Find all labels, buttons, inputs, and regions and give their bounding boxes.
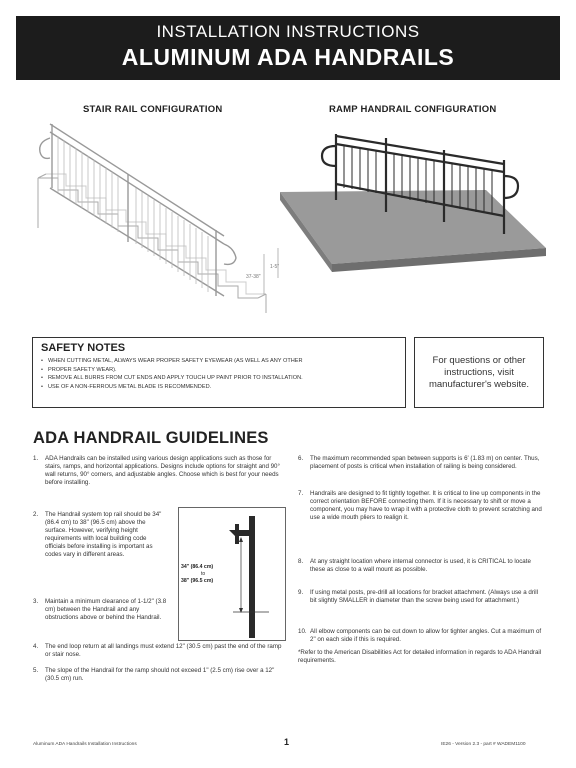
guideline-number: 3. <box>33 598 39 605</box>
safety-note-continued: • PROPER SAFETY WEAR). <box>41 366 397 375</box>
guideline-text: The end loop return at all landings must extend 12" (30.5 cm) past the end of the ramp or stair nose. <box>45 643 282 658</box>
safety-note: • WHEN CUTTING METAL, ALWAYS WEAR PROPER SAFETY EYEWEAR (AS WELL AS ANY OTHER <box>41 357 397 366</box>
guideline-item <box>33 643 285 659</box>
contact-info-box <box>414 337 544 408</box>
handrail-height-drawing <box>179 508 285 640</box>
guideline-item <box>298 455 546 471</box>
stair-config-title: STAIR RAIL CONFIGURATION <box>83 104 223 115</box>
guideline-item <box>298 589 546 605</box>
guideline-number: 1. <box>33 455 39 462</box>
guideline-item <box>33 511 167 559</box>
page-number: 1 <box>284 737 290 747</box>
guideline-item <box>298 628 546 644</box>
guideline-item <box>33 455 285 487</box>
guideline-text: All elbow components can be cut down to allow for tighter angles. Cut a maximum of 2" on each side if this is required. <box>310 628 542 643</box>
guideline-text: If using metal posts, pre-drill all locations for bracket attachment. (Always use a drill bit slightly SMALLER in diameter than the screw being used for attachment.) <box>310 589 539 604</box>
handrail-height-diagram <box>178 507 286 641</box>
guideline-item <box>33 667 285 683</box>
guideline-item <box>33 598 167 622</box>
contact-text: For questions or other instructions, visit manufacturer's website. <box>428 354 530 390</box>
guideline-text: Maintain a minimum clearance of 1-1/2" (3.8 cm) between the Handrail and any obstructions above or behind the Handrail. <box>45 598 167 621</box>
guideline-number: 4. <box>33 643 39 650</box>
guideline-number: 8. <box>298 558 304 565</box>
safety-notes-title: SAFETY NOTES <box>41 342 126 354</box>
guideline-number: 7. <box>298 490 304 497</box>
guideline-number: 10. <box>298 628 307 635</box>
guideline-number: 5. <box>33 667 39 674</box>
footer-document-name: Aluminum ADA Handrails Installation Instructions <box>33 742 137 747</box>
safety-note: • REMOVE ALL BURRS FROM CUT ENDS AND APPLY TOUCH UP PAINT PRIOR TO INSTALLATION. <box>41 374 397 383</box>
title-banner <box>16 16 560 80</box>
guidelines-heading: ADA HANDRAIL GUIDELINES <box>33 429 269 447</box>
document-title: ALUMINUM ADA HANDRAILS <box>121 44 455 70</box>
guideline-text: The Handrail system top rail should be 34" (86.4 cm) to 38" (96.5 cm) above the surface. However, verifying height requirements with local building code officials before installing is important as codes vary in different areas. <box>45 511 162 558</box>
ada-reference-note: *Refer to the American Disabilities Act for detailed information in regards to ADA Handrail requirements. <box>298 649 542 664</box>
ramp-config-title: RAMP HANDRAIL CONFIGURATION <box>329 104 497 115</box>
height-label-bottom: 38" (96.5 cm) <box>181 578 214 584</box>
document-subtitle: INSTALLATION INSTRUCTIONS <box>156 22 420 41</box>
guideline-item <box>298 558 546 574</box>
guideline-text: At any straight location where internal connector is used, it is CRITICAL to locate these as close to a wall mount as possible. <box>310 558 531 573</box>
guideline-text: The maximum recommended span between supports is 6' (1.83 m) on center. Thus, placement of posts is critical when installation of railing is being considered. <box>310 455 540 470</box>
safety-notes-list <box>41 357 397 391</box>
guideline-text: The slope of the Handrail for the ramp should not exceed 1" (2.5 cm) rise over a 12" (30.5 cm) run. <box>45 667 275 682</box>
guideline-item <box>298 490 546 522</box>
stair-dim-height: 37-38" <box>246 274 261 280</box>
guideline-text: Handrails are designed to fit tightly together. It is critical to line up components in the correct orientation BEFORE connecting them. If it is necessary to shift or move a component, you may have to wrap it with a protective cloth to prevent scratching and use a wide mouth pliers to realign it. <box>310 490 542 521</box>
guideline-number: 2. <box>33 511 39 518</box>
safety-note: • USE OF A NON-FERROUS METAL BLADE IS RECOMMENDED. <box>41 383 397 392</box>
height-label-top: 34" (86.4 cm) <box>181 564 214 570</box>
safety-notes-box <box>32 337 406 408</box>
stair-rail-illustration <box>28 118 290 318</box>
height-label-mid: to <box>201 571 206 577</box>
footer-version: IE26 - Version 2.3 - part # WADEM1100 <box>441 742 526 747</box>
guideline-text: ADA Handrails can be installed using various design applications such as those for stairs, ramps, and horizontal applications. Designs include options for straight and 90° wall returns, 90° corners, and adjustable angles. Choose which is best for your needs before installing. <box>45 455 280 486</box>
ramp-handrail-illustration <box>278 126 550 276</box>
guideline-number: 6. <box>298 455 304 462</box>
stair-dim-clearance: 1-5" <box>270 264 280 270</box>
guideline-number: 9. <box>298 589 304 596</box>
